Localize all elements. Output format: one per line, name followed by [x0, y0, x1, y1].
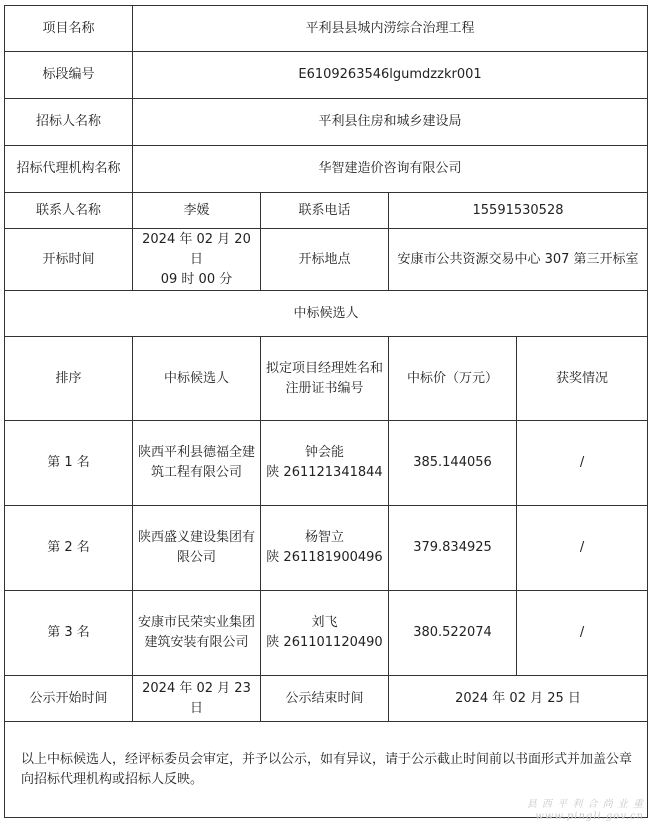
- watermark-url: www.pingli.gov.cn: [535, 811, 644, 822]
- tenderer-label: 招标人名称: [5, 99, 133, 146]
- agency-value: 华智建造价咨询有限公司: [133, 146, 648, 193]
- agency-label: 招标代理机构名称: [5, 146, 133, 193]
- company-cell: 陕西平利县德福全建 筑工程有限公司: [133, 421, 261, 506]
- header-candidate: 中标候选人: [133, 337, 261, 421]
- company-cell: 陕西盛义建设集团有 限公司: [133, 506, 261, 591]
- contact-value: 李媛: [133, 193, 261, 229]
- row-candidates-title: [5, 291, 648, 337]
- award-cell: /: [517, 421, 648, 506]
- phone-label: 联系电话: [261, 193, 389, 229]
- price-cell: 379.834925: [389, 506, 517, 591]
- award-cell: /: [517, 591, 648, 676]
- publicity-start-label: 公示开始时间: [5, 676, 133, 722]
- open-place-label: 开标地点: [261, 229, 389, 291]
- contact-label: 联系人名称: [5, 193, 133, 229]
- header-price: 中标价（万元）: [389, 337, 517, 421]
- candidates-header-row: [5, 337, 648, 421]
- row-publicity: [5, 676, 648, 722]
- manager-cell: 刘飞 陕 261101120490: [261, 591, 389, 676]
- header-award: 获奖情况: [517, 337, 648, 421]
- project-name-value: 平利县县城内涝综合治理工程: [133, 6, 648, 52]
- award-cell: /: [517, 506, 648, 591]
- tenderer-value: 平利县住房和城乡建设局: [133, 99, 648, 146]
- open-time-value: 2024 年 02 月 20 日 09 时 00 分: [133, 229, 261, 291]
- table-row: [5, 506, 648, 591]
- section-number-label: 标段编号: [5, 52, 133, 99]
- row-contact: [5, 193, 648, 229]
- rank-cell: 第 1 名: [5, 421, 133, 506]
- section-number-value: E6109263546lgumdzzkr001: [133, 52, 648, 99]
- publicity-end-value: 2024 年 02 月 25 日: [389, 676, 648, 722]
- row-section-number: [5, 52, 648, 99]
- rank-cell: 第 3 名: [5, 591, 133, 676]
- manager-cell: 杨智立 陕 261181900496: [261, 506, 389, 591]
- footnote-text: 以上中标候选人，经评标委员会审定，并予以公示，如有异议，请于公示截止时间前以书面形式并加盖公章向招标代理机构或招标人反映。: [5, 722, 648, 818]
- watermark-line-1: 县 西 平 利 合 尚 业 重: [526, 799, 644, 810]
- phone-value: 15591530528: [389, 193, 648, 229]
- table-row: [5, 421, 648, 506]
- price-cell: 385.144056: [389, 421, 517, 506]
- row-tenderer: [5, 99, 648, 146]
- project-name-label: 项目名称: [5, 6, 133, 52]
- rank-cell: 第 2 名: [5, 506, 133, 591]
- manager-cell: 钟会能 陕 261121341844: [261, 421, 389, 506]
- publicity-end-label: 公示结束时间: [261, 676, 389, 722]
- row-agency: [5, 146, 648, 193]
- row-open: [5, 229, 648, 291]
- site-watermark: [484, 799, 644, 823]
- company-cell: 安康市民荣实业集团 建筑安装有限公司: [133, 591, 261, 676]
- header-manager: 拟定项目经理姓名和 注册证书编号: [261, 337, 389, 421]
- bid-notice-table: [4, 5, 648, 818]
- price-cell: 380.522074: [389, 591, 517, 676]
- open-time-label: 开标时间: [5, 229, 133, 291]
- open-place-value: 安康市公共资源交易中心 307 第三开标室: [389, 229, 648, 291]
- candidates-section-title: 中标候选人: [5, 291, 648, 337]
- header-rank: 排序: [5, 337, 133, 421]
- table-row: [5, 591, 648, 676]
- publicity-start-value: 2024 年 02 月 23 日: [133, 676, 261, 722]
- row-project-name: [5, 6, 648, 52]
